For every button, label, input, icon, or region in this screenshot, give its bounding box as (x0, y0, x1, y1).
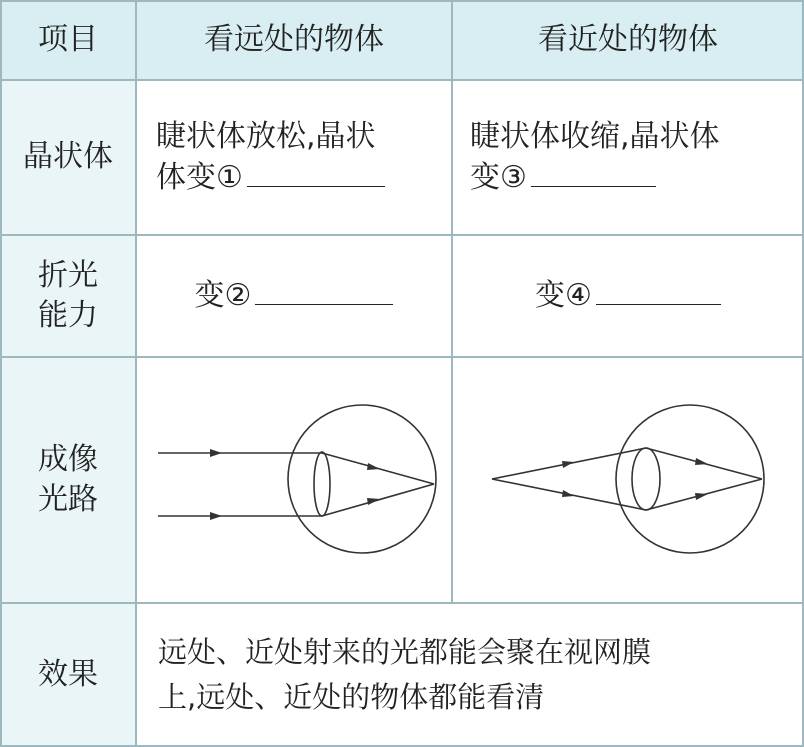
arrow-head (367, 463, 380, 470)
arrow-head (695, 493, 708, 500)
lens-label: 晶状体 (23, 139, 113, 175)
header-near-label: 看近处的物体 (538, 21, 718, 57)
lens-near-cell (452, 80, 804, 235)
effect-label: 效果 (38, 656, 98, 692)
answer-blank-4[interactable] (596, 278, 721, 305)
arrow-head (210, 512, 222, 520)
near-vision-diagram (452, 357, 804, 603)
lens-ellipse (632, 448, 660, 510)
lens-label-cell (0, 80, 136, 235)
power-far-cell (136, 235, 452, 357)
grid-divider (135, 0, 137, 747)
lens-far-line2: 体变① (156, 159, 243, 195)
header-far-cell (136, 0, 452, 80)
effect-text-cell (136, 603, 804, 747)
header-item-label: 项目 (38, 21, 98, 57)
power-near-text: 变④ (535, 277, 592, 313)
header-far-label: 看远处的物体 (204, 21, 384, 57)
power-label-line2: 能力 (38, 298, 98, 333)
grid-divider (0, 602, 804, 604)
imaging-label-line1: 成像 (38, 441, 98, 477)
grid-divider (451, 0, 453, 603)
lens-ellipse (314, 452, 330, 516)
power-far-text: 变② (194, 277, 252, 313)
imaging-near-cell (452, 357, 804, 603)
answer-blank-3[interactable] (531, 160, 656, 187)
grid-border-top (0, 0, 804, 2)
arrow-head (210, 449, 222, 457)
imaging-far-cell (136, 357, 452, 603)
effect-line2: 上,远处、近处的物体都能看清 (158, 680, 545, 714)
answer-blank-2[interactable] (255, 278, 393, 305)
lens-near-line1: 睫状体收缩,晶状体 (470, 119, 720, 154)
grid-divider (0, 79, 804, 81)
lens-far-cell (136, 80, 452, 235)
power-label-line1: 折光 (38, 257, 98, 293)
eyeball-circle (616, 405, 764, 553)
header-item-cell (0, 0, 136, 80)
grid-divider (0, 234, 804, 236)
lens-far-line1: 睫状体放松,晶状 (156, 119, 376, 154)
header-near-cell (452, 0, 804, 80)
effect-label-cell (0, 603, 136, 747)
power-label-cell (0, 235, 136, 357)
arrow-head (562, 461, 574, 468)
arrow-head (695, 458, 708, 465)
grid-border-left (0, 0, 2, 747)
power-near-cell (452, 235, 804, 357)
arrow-head (367, 498, 380, 505)
answer-blank-1[interactable] (247, 160, 385, 187)
effect-line1: 远处、近处射来的光都能会聚在视网膜 (158, 635, 652, 670)
grid-divider (0, 356, 804, 358)
imaging-label-line2: 光路 (38, 482, 98, 517)
imaging-label-cell (0, 357, 136, 603)
arrow-head (562, 490, 574, 497)
lens-near-line2: 变③ (470, 159, 527, 195)
far-vision-diagram (136, 357, 452, 603)
